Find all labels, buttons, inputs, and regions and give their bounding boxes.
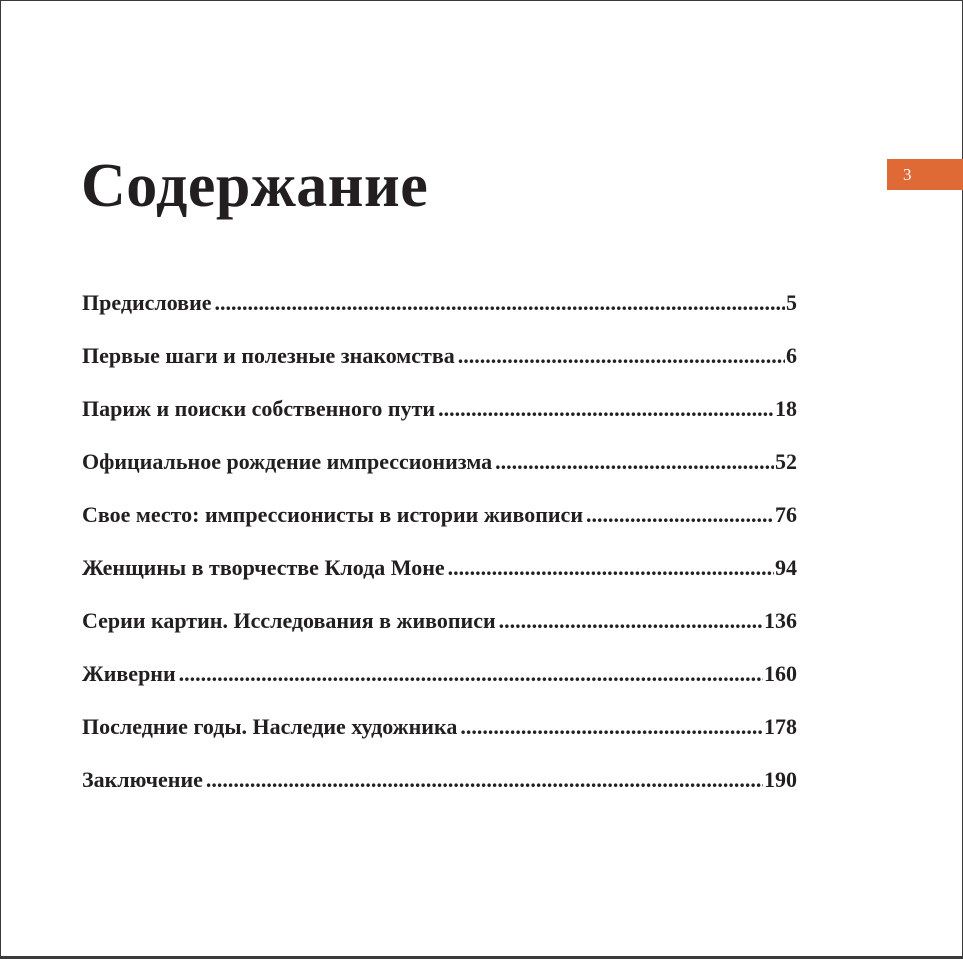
toc-entry-page: 18 <box>775 396 797 421</box>
toc-entry-title: Официальное рождение импрессионизма <box>82 449 493 474</box>
dot-leader <box>448 552 774 584</box>
toc-entry-page: 6 <box>786 343 797 368</box>
toc-entry-place-in-history[interactable] <box>82 499 797 552</box>
toc-entry-last-years[interactable] <box>82 711 797 764</box>
toc-entry-conclusion[interactable] <box>82 764 797 817</box>
toc-entry-impressionism-birth[interactable] <box>82 446 797 499</box>
toc-entry-title: Париж и поиски собственного пути <box>82 396 436 421</box>
toc-entry-first-steps[interactable] <box>82 340 797 393</box>
toc-entry-title: Первые шаги и полезные знакомства <box>82 343 455 368</box>
toc-entry-page: 136 <box>764 608 797 633</box>
table-of-contents <box>82 287 797 817</box>
toc-entry-page: 178 <box>764 714 797 739</box>
toc-entry-title: Заключение <box>82 767 203 792</box>
toc-entry-series[interactable] <box>82 605 797 658</box>
toc-entry-preface[interactable] <box>82 287 797 340</box>
toc-entry-title: Предисловие <box>82 290 212 315</box>
toc-entry-page: 190 <box>764 767 797 792</box>
toc-entry-title: Последние годы. Наследие художника <box>82 714 458 739</box>
toc-entry-title: Женщины в творчестве Клода Моне <box>82 555 445 580</box>
dot-leader <box>586 499 774 531</box>
toc-entry-page: 76 <box>775 502 797 527</box>
toc-entry-title: Свое место: импрессионисты в истории живописи <box>82 502 583 527</box>
dot-leader <box>460 711 763 743</box>
dot-leader <box>499 605 763 637</box>
dot-leader <box>438 393 774 425</box>
toc-entry-title: Живерни <box>82 661 176 686</box>
page-number: 3 <box>903 165 912 184</box>
dot-leader <box>458 340 785 372</box>
toc-entry-paris[interactable] <box>82 393 797 446</box>
toc-entry-page: 160 <box>764 661 797 686</box>
toc-entry-giverny[interactable] <box>82 658 797 711</box>
toc-title: Содержание <box>81 152 429 220</box>
toc-entry-page: 94 <box>775 555 797 580</box>
dot-leader <box>206 764 763 796</box>
page-number-badge <box>887 159 963 190</box>
toc-entry-page: 52 <box>775 449 797 474</box>
toc-entry-title: Серии картин. Исследования в живописи <box>82 608 496 633</box>
dot-leader <box>495 446 774 478</box>
dot-leader <box>215 287 785 319</box>
toc-entry-page: 5 <box>786 290 797 315</box>
toc-entry-women[interactable] <box>82 552 797 605</box>
dot-leader <box>179 658 763 690</box>
